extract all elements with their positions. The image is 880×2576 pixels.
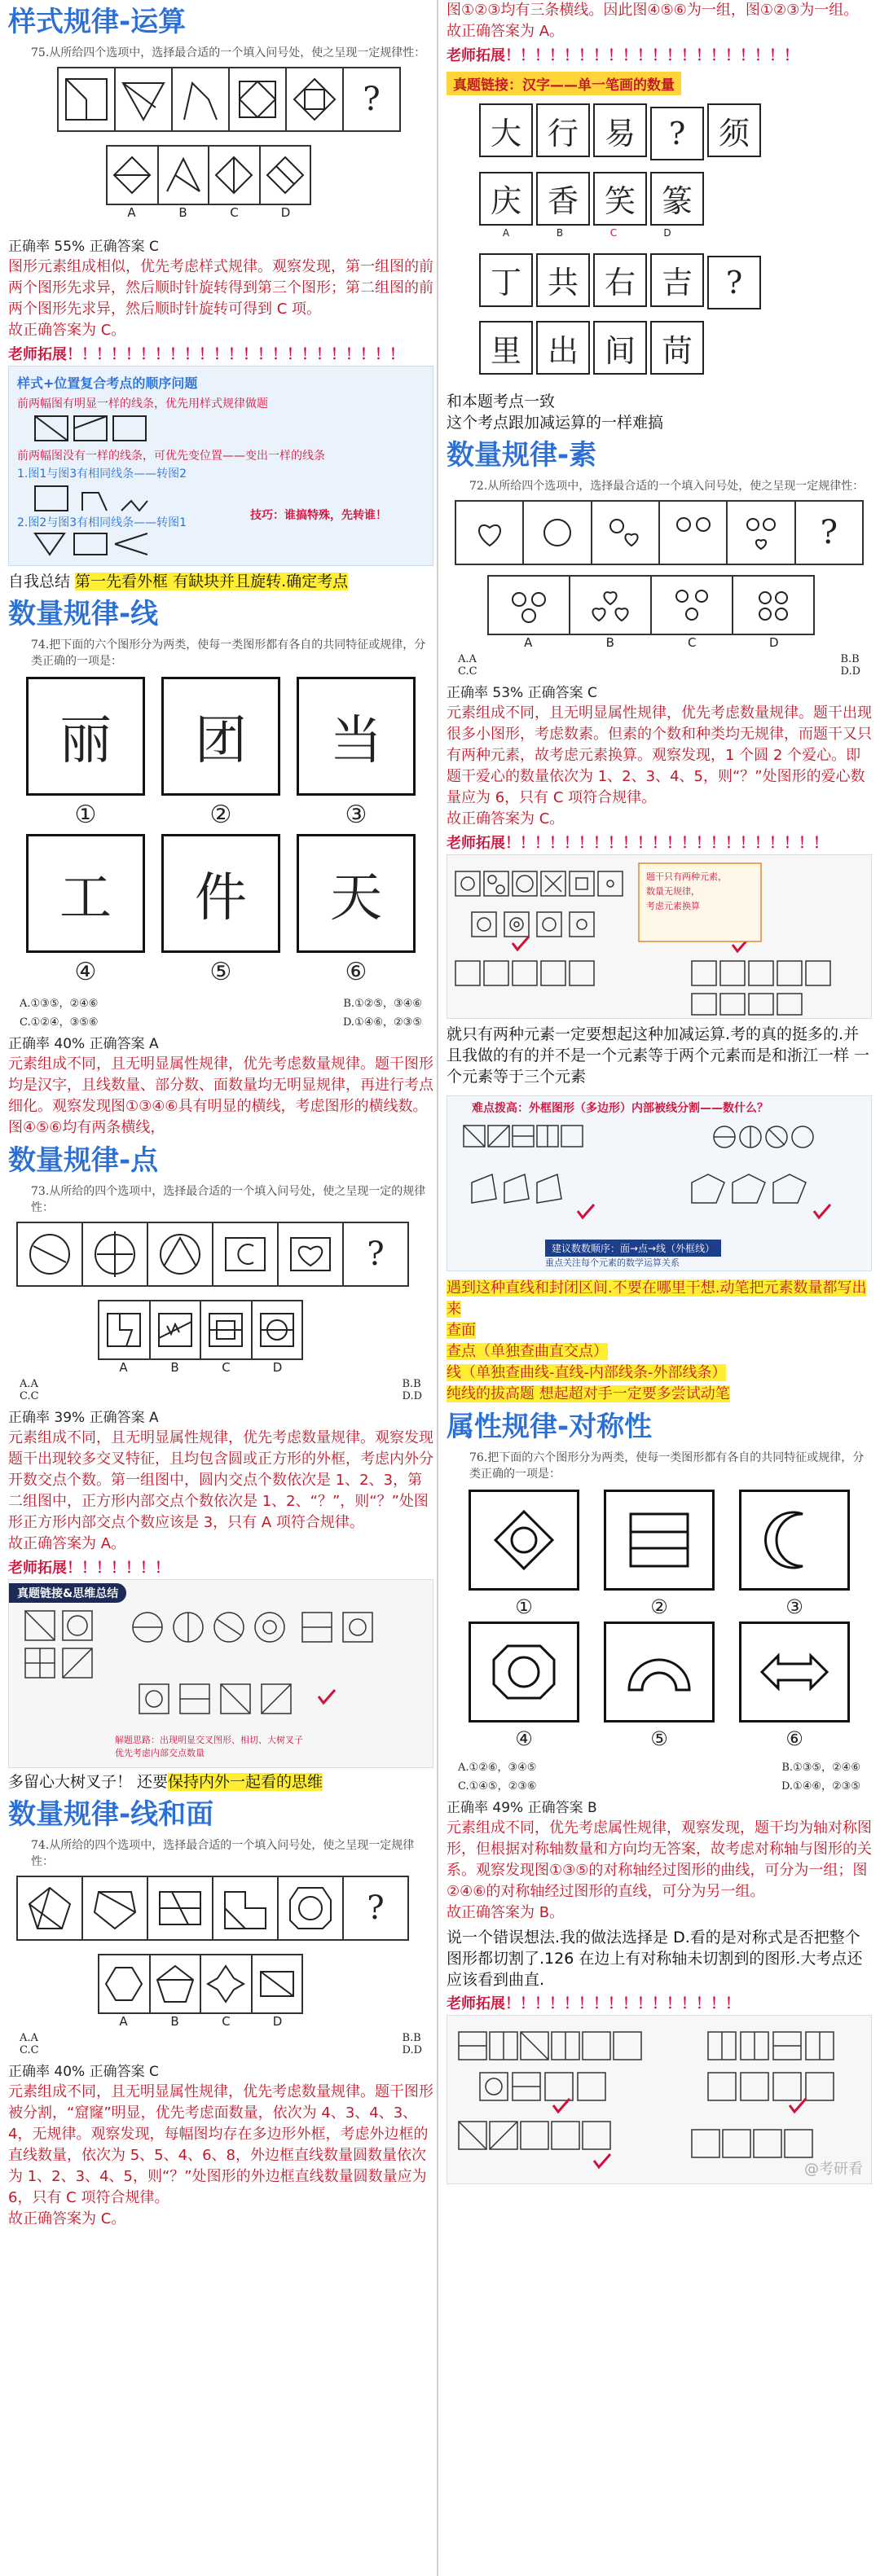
char-cell: 吉 (650, 253, 704, 307)
answer-rate: 正确率 39% 正确答案 A (8, 1410, 159, 1426)
tip-figure (33, 485, 196, 512)
extension-image (447, 854, 872, 1019)
question-text: 73.从所给的四个选项中，选择最合适的一个填入问号处，使之呈现一定的规律性： (31, 1185, 426, 1214)
answer-options: A.A C.C B.B D.D (20, 1378, 422, 1402)
question-text: 76.把下面的六个图形分为两类，使每一类图形都有各自的共同特征或规律，分类正确的一项是： (469, 1451, 865, 1481)
explanation: 元素组成不同，且无明显属性规律，优先考虑数量规律。题干图形均是汉字，且线数量、部分数、面数量均无明显规律，再进行考点细化。观察发现图①③④⑥具有明显的横线，考虑图形的横线数。图④⑤⑥均有两条横线， (8, 1055, 433, 1136)
teacher-extension: 老师拓展！！！！！！！ (8, 1560, 169, 1577)
answer-options: A.①③⑤，②④⑥ B.①②⑤，③④⑥ (20, 998, 422, 1010)
character-card: 工 (26, 834, 145, 953)
svg-text:题干只有两种元素，: 题干只有两种元素， (646, 871, 727, 882)
char-cell: ? (650, 107, 704, 160)
tip-line: 前两幅图有明显一样的线条，优先用样式规律做题 (17, 397, 268, 410)
extension-image-title: 难点拨高：外框图形（多边形）内部被线分割——数什么？ (472, 1102, 768, 1115)
option-labels: A B C D (119, 1360, 283, 1375)
explanation: 元素组成不同，且无明显属性规律，优先考虑数量规律。题干图形被分割，“窟窿”明显，优先考虑面数量，依次为 4、3、4、3、4，无规律。观察发现，每幅图均存在多边形外框，考虑外边框的直线数量，依次为 5、5、4、6、8，外边框直线数量圆数量依次为 1、2、3、4、5，则“？”处图形的外边框直线数量圆数量应为 6，只有 C 项符合规律。 故正确答案为 C。 (8, 2083, 433, 2227)
tip-panel (8, 366, 433, 566)
section-title: 数量规律-素 (447, 439, 597, 472)
character-card: 当 (297, 677, 416, 796)
char-cell: 香 (536, 172, 590, 226)
teacher-extension: 老师拓展！！！！！！！！！！！！！！！！！！！！！！ (447, 835, 828, 852)
character-grid: 丽 ① 团 ② 当 ③ 工 ④ 件 ⑤ 天 ⑥ (18, 677, 424, 986)
highlight-line: 查点（单独查曲直交点） (447, 1343, 608, 1360)
char-cell: 大 (479, 103, 533, 157)
section-title: 数量规律-线和面 (8, 1798, 214, 1831)
extension-image-subtitle: 建议数数顺序：面→点→线（外框线） (545, 1240, 721, 1257)
section-title: 样式规律-运算 (8, 6, 187, 38)
teacher-extension: 老师拓展！！！！！！！！！！！！！！！！！！！！ (447, 47, 799, 64)
question-mark: ? (363, 81, 381, 118)
answer-rate: 正确率 53% 正确答案 C (447, 685, 597, 701)
explanation: 图①②③均有三条横线。因此图④⑤⑥为一组，图①②③为一组。 故正确答案为 A。 (447, 2, 859, 40)
char-cell: 共 (536, 253, 590, 307)
char-row (479, 253, 872, 310)
option-figure-row (98, 1300, 303, 1360)
char-cell: 间 (593, 321, 647, 375)
section-title: 数量规律-点 (8, 1144, 159, 1177)
char-cell: 苘 (650, 321, 704, 375)
svg-text:数量无规律，: 数量无规律， (646, 886, 700, 897)
extension-image-subtitle: 重点关注每个元素的数学运算关系 (545, 1257, 680, 1268)
answer-rate: 正确率 40% 正确答案 A (8, 1036, 159, 1052)
extension-image (447, 1095, 872, 1271)
highlight-line: 遇到这种直线和封闭区间.不要在哪里干想.动笔把元素数量都写出来 (447, 1279, 867, 1318)
self-summary: 自我总结 第一先看外框 有缺块并且旋转.确定考点 (8, 573, 349, 590)
answer-rate: 正确率 40% 正确答案 C (8, 2064, 159, 2080)
teacher-extension: 老师拓展！！！！！！！！！！！！！！！！ (447, 1995, 740, 2012)
character-card: 天 (297, 834, 416, 953)
answer-options: C.①②④，③⑤⑥ D.①④⑥，②③⑤ (20, 1016, 422, 1029)
note: 这个考点跟加减运算的一样难搞 (447, 414, 664, 432)
char-cell: 出 (536, 321, 590, 375)
char-cell: 易 (593, 103, 647, 157)
char-row-labels: A B C D (502, 226, 671, 239)
highlight-notes (447, 1278, 872, 1405)
option-labels: A B C D (119, 2014, 283, 2029)
symmetry-figure (469, 1622, 579, 1722)
explanation: 元素组成不同，且无明显属性规律，优先考虑数量规律。题干出现很多小图形，考虑数素。但素的个数和种类均无规律，而题干又只有两种元素，故考虑元素换算。观察发现，1 个圆 2 个爱心。即题干爱心的数量依次为 1、2、3、4、5，则“？”处图形的爱心数量应为 6，只有 C 项符合规律。 故正确答案为 C。 (447, 704, 872, 827)
option-figure-row (106, 145, 311, 205)
column-divider (437, 0, 438, 2576)
answer-options: A.A C.C B.B D.D (20, 2032, 422, 2056)
link-tag: 真题链接：汉字——单一笔画的数量 (447, 72, 872, 95)
char-row (479, 103, 872, 160)
watermark: @考研看 (804, 2161, 863, 2178)
char-cell: 篆 (650, 172, 704, 226)
question-figure-row: ? (16, 1876, 409, 1941)
option-labels: A B C D (524, 635, 779, 650)
highlight-line: 线（单独查曲线-直线-内部线条-外部线条） (447, 1364, 727, 1381)
char-cell: 须 (707, 103, 761, 157)
char-cell: 笑 (593, 172, 647, 226)
question-text: 72.从所给四个选项中，选择最合适的一个填入问号处，使之呈现一定规律性： (469, 480, 865, 493)
answer-options: C.①④⑤，②③⑥ D.①④⑥，②③⑤ (458, 1780, 860, 1793)
character-card: 丽 (26, 677, 145, 796)
question-figure-row: ? (455, 500, 864, 565)
svg-text:解题思路：出现明显交叉图形、相切、大树叉子: 解题思路：出现明显交叉图形、相切、大树叉子 (115, 1735, 303, 1745)
character-card: 团 (161, 677, 280, 796)
char-row (479, 172, 872, 226)
extension-figures (447, 855, 871, 1018)
option-labels: A B C D (127, 205, 291, 220)
tip-header: 样式+位置复合考点的顺序问题 (17, 375, 198, 391)
explanation: 图形元素组成相似，优先考虑样式规律。观察发现，第一组图的前两个图形先求异，然后顺时针旋转得到第三个图形；第二组图的前两个图形先求异，然后顺时针旋转可得到 C 项。 故正确答案为 C。 (8, 258, 433, 339)
tip-trick: 技巧：谁搞特殊，先转谁！ (250, 509, 387, 522)
extension-banner: 真题链接&思维总结 (9, 1583, 126, 1603)
char-cell: ? (707, 256, 761, 309)
symmetry-grid: ① ② ③ ④ ⑤ ⑥ (456, 1490, 862, 1750)
tip-line: 1.图1与图3有相同线条——转图2 (17, 467, 187, 481)
section-title: 数量规律-线 (8, 598, 159, 630)
teacher-extension: 老师拓展！！！！！！！！！！！！！！！！！！！！！！！ (8, 346, 404, 363)
answer-rate: 正确率 55% 正确答案 C (8, 239, 159, 255)
char-cell: 丁 (479, 253, 533, 307)
answer-rate: 正确率 49% 正确答案 B (447, 1800, 597, 1816)
left-column (8, 0, 433, 2230)
char-cell: 行 (536, 103, 590, 157)
explanation: 元素组成不同，优先考虑属性规律，观察发现，题干均为轴对称图形，但根据对称轴数量和方向均无答案，故考虑对称轴与图形的关系。观察发现图①③⑤的对称轴经过图形的曲线，可分为一组；图②④⑥的对称轴经过图形的直线，可分为另一组。 故正确答案为 B。 (447, 1819, 872, 1921)
symmetry-figure (739, 1622, 850, 1722)
question-text: 74.从所给的四个选项中，选择最合适的一个填入问号处，使之呈现一定规律性： (31, 1839, 415, 1868)
highlight-line: 查面 (447, 1322, 476, 1339)
highlight-line: 纯线的拔高题 想起超对手一定要多尝试动笔 (447, 1385, 730, 1402)
extension-caption: 多留心大树叉子！ 还要保持内外一起看的思维 (8, 1773, 323, 1791)
symmetry-figure (739, 1490, 850, 1591)
answer-options: A.①②⑥，③④⑤ B.①③⑤，②④⑥ (458, 1762, 860, 1774)
question-text: 75.从所给四个选项中，选择最合适的一个填入问号处，使之呈现一定规律性： (31, 46, 426, 59)
tip-figure (33, 415, 196, 442)
extension-figures (9, 1603, 433, 1766)
tip-line: 2.图2与图3有相同线条——转图1 (17, 516, 187, 529)
note: 说一个错误想法.我的做法选择是 D.看的是对称式是否把整个图形都切割了.126 在边上有对称轴未切割到的图形.大考点还应该看到曲直. (447, 1929, 863, 1989)
question-text: 74.把下面的六个图形分为两类，使每一类图形都有各自的共同特征或规律，分类正确的一项是： (31, 639, 426, 668)
char-cell: 庆 (479, 172, 533, 226)
svg-text:考虑元素换算: 考虑元素换算 (646, 901, 700, 911)
answer-options: A.A C.C B.B D.D (458, 653, 860, 678)
tip-line: 前两幅图没有一样的线条，可优先变位置——变出一样的线条 (17, 450, 325, 463)
question-figure-row (57, 67, 401, 132)
symmetry-figure (469, 1490, 579, 1591)
explanation: 元素组成不同，且无明显属性规律，优先考虑数量规律。观察发现题干出现较多交叉特征，且均包含圆或正方形的外框，考虑内外分开数交点个数。第一组图中，圆内交点个数依次是 1、2、3，第二组图中，正方形内部交点个数依次是 1、2、“？”，则“？”处图形正方形内部交点个数应该是 3，只有 A 项符合规律。 故正确答案为 A。 (8, 1429, 433, 1552)
option-figure-row (98, 1954, 303, 2014)
char-row (479, 321, 872, 375)
symmetry-figure (604, 1622, 715, 1722)
tip-figure (33, 532, 196, 556)
extension-figures (447, 1117, 871, 1240)
note: 和本题考点一致 (447, 393, 556, 410)
section-title: 属性规律-对称性 (447, 1411, 653, 1443)
extension-image (447, 2015, 872, 2184)
character-card: 件 (161, 834, 280, 953)
question-figure-row: ? (16, 1222, 409, 1287)
symmetry-figure (604, 1490, 715, 1591)
note: 就只有两种元素一定要想起这种加减运算.考的真的挺多的.并且我做的有的并不是一个元素等于两个元素而是和浙江一样 一个元素等于三个元素 (447, 1025, 870, 1086)
extension-image (8, 1579, 433, 1768)
svg-text:优先考虑内部交点数量: 优先考虑内部交点数量 (115, 1748, 205, 1758)
option-figure-row (487, 575, 815, 635)
char-cell: 右 (593, 253, 647, 307)
right-column (447, 0, 872, 2184)
char-cell: 里 (479, 321, 533, 375)
